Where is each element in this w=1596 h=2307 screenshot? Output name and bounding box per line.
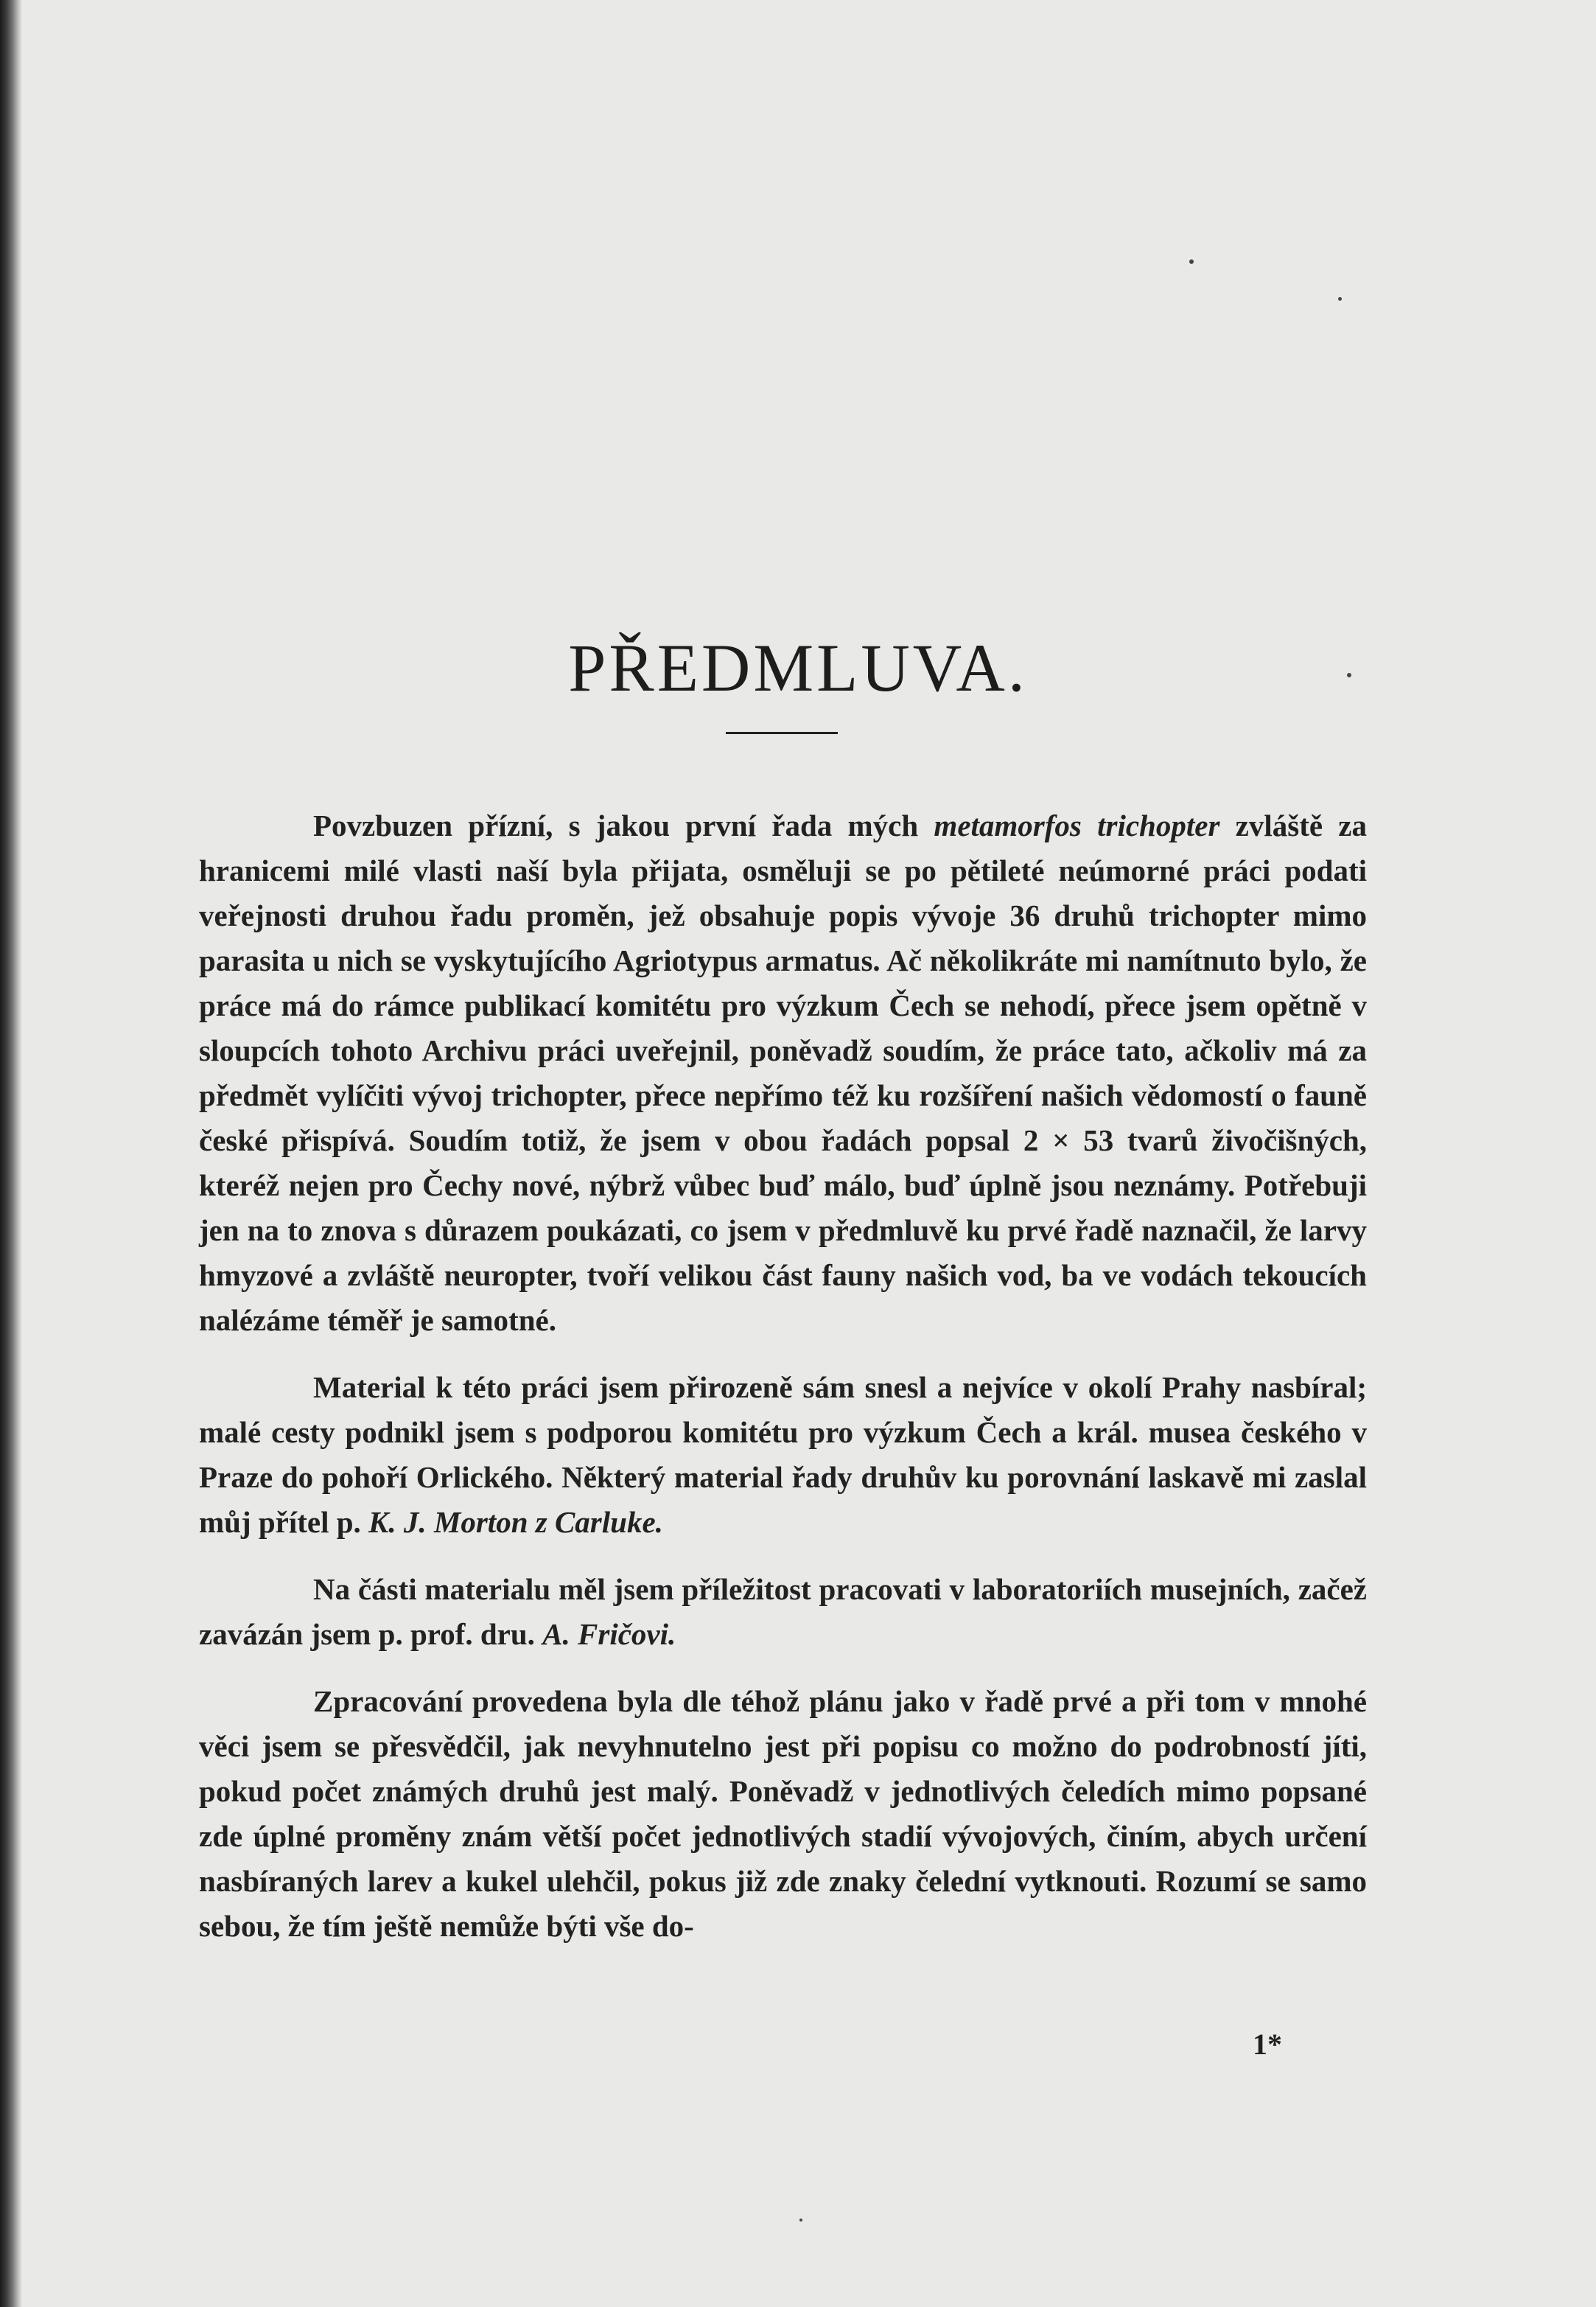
page-title: PŘEDMLUVA. bbox=[568, 630, 1028, 705]
title-divider bbox=[726, 732, 838, 734]
text-run: Na části materialu měl jsem příležitost pracovati v laboratoriích musejních, začež zavázán jsem p. prof. dru. bbox=[199, 1572, 1367, 1651]
paragraph bbox=[199, 803, 1367, 1343]
text-run: Zpracování provedena byla dle téhož plánu jako v řadě prvé a při tom v mnohé věci jsem se přesvědčil, jak nevyhnutelno jest při popisu co možno do podrobností jíti, pokud počet známých druhů jest malý. Poněvadž v jednotlivých čeledích mimo popsané zde úplné proměny znám větší počet jednotlivých stadií vývojových, činím, abych určení nasbíraných larev a kukel ulehčil, pokus již zde znaky čelední vytknouti. Rozumí se samo sebou, že tím ještě nemůže býti vše do- bbox=[199, 1684, 1367, 1943]
text-run: zvláště za hranicemi milé vlasti naší byla přijata, osměluji se po pětileté neúmorné práci podati veřejnosti druhou řadu proměn, jež obsahuje popis vývoje 36 druhů trichopter mimo parasita u nich se vyskytujícího Agriotypus armatus. Ač několikráte mi namítnuto bylo, že práce má do rámce publikací komitétu pro výzkum Čech se nehodí, přece jsem opětně v sloupcích tohoto Archivu práci uveřejnil, poněvadž soudím, že práce tato, ačkoliv má za předmět vylíčiti vývoj trichopter, přece nepřímo též ku rozšíření našich vědomostí o fauně české přispívá. Soudím totiž, že jsem v obou řadách popsal 2 × 53 tvarů živočišných, kteréž nejen pro Čechy nové, nýbrž vůbec buď málo, buď úplně jsou neznámy. Potřebuji jen na to znova s důrazem poukázati, co jsem v předmluvě ku prvé řadě naznačil, že larvy hmyzové a zvláště neuropter, tvoří velikou část fauny našich vod, ba ve vodách tekoucích nalézáme téměř je samotné. bbox=[199, 809, 1368, 1337]
page-number: 1* bbox=[1253, 2028, 1282, 2061]
print-speck bbox=[1338, 297, 1342, 301]
print-speck bbox=[799, 2219, 802, 2222]
print-speck bbox=[1189, 259, 1194, 264]
italic-text-run: A. Fričovi. bbox=[542, 1617, 676, 1651]
paragraph bbox=[199, 1567, 1367, 1657]
paragraph bbox=[199, 1365, 1367, 1545]
text-run: Povzbuzen přízní, s jakou první řada mých bbox=[313, 809, 934, 842]
paragraph bbox=[199, 1679, 1367, 1949]
italic-text-run: metamorfos trichopter bbox=[934, 809, 1220, 842]
text-run: Material k této práci jsem přirozeně sám snesl a nejvíce v okolí Prahy nasbíral; malé cesty podnikl jsem s podporou komitétu pro výzkum Čech a král. musea českého v Praze do pohoří Orlického. Některý material řady druhův ku porovnání laskavě mi zaslal můj přítel p. bbox=[199, 1370, 1367, 1539]
preface-body bbox=[199, 803, 1367, 1971]
italic-text-run: K. J. Morton z Carluke. bbox=[368, 1505, 663, 1539]
print-speck bbox=[1347, 673, 1351, 677]
page-binding-edge bbox=[0, 0, 22, 2307]
